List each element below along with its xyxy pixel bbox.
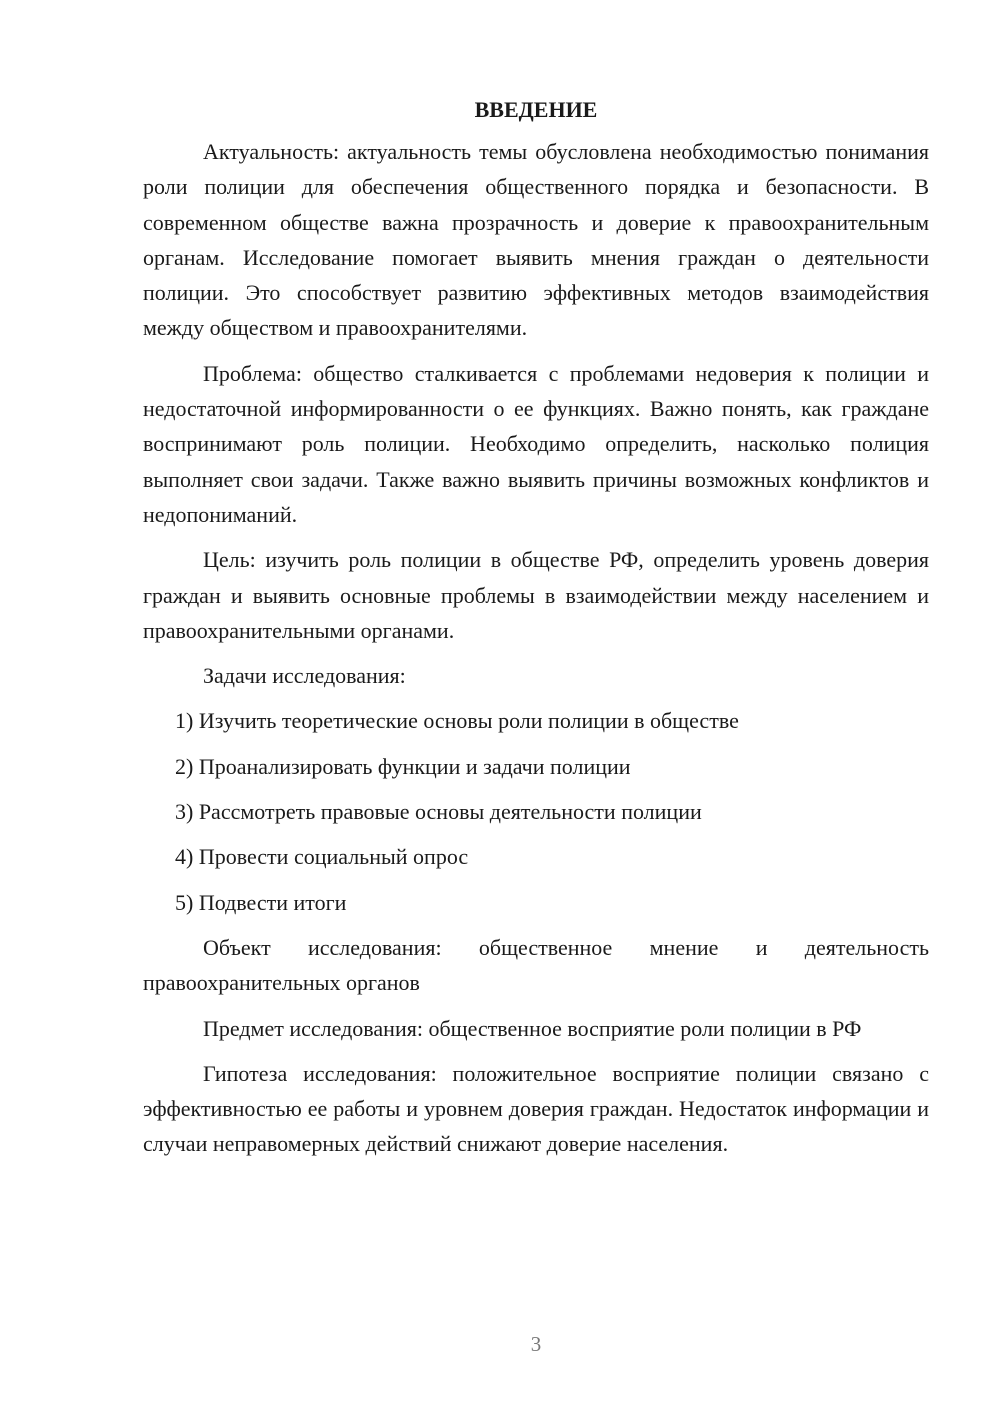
paragraph-object: Объект исследования: общественное мнение и деятельность правоохранительных органов xyxy=(143,934,929,996)
page-content xyxy=(143,92,929,1162)
paragraph-problem: Проблема: общество сталкивается с проблемами недоверия к полиции и недостаточной информированности о ее функциях. Важно понять, как граждане воспринимают роль полиции. Необходимо определить, насколько полиция выполняет свои задачи. Также важно выявить причины возможных конфликтов и недопониманий. xyxy=(143,360,929,527)
paragraph-hypothesis: Гипотеза исследования: положительное восприятие полиции связано с эффективностью ее работы и уровнем доверия граждан. Недостаток информации и случаи неправомерных действий снижают доверие населения. xyxy=(143,1060,929,1157)
tasks-list xyxy=(143,703,929,919)
paragraph-subject: Предмет исследования: общественное восприятие роли полиции в РФ xyxy=(203,1015,862,1041)
list-item: 4) Провести социальный опрос xyxy=(175,844,469,870)
list-item: 2) Проанализировать функции и задачи полиции xyxy=(175,753,631,779)
page-number: 3 xyxy=(530,1332,542,1356)
list-item: 5) Подвести итоги xyxy=(175,889,347,915)
list-item: 1) Изучить теоретические основы роли полиции в обществе xyxy=(175,708,739,734)
paragraph-goal: Цель: изучить роль полиции в обществе РФ, определить уровень доверия граждан и выявить основные проблемы в взаимодействии между населением и правоохранительными органами. xyxy=(143,547,929,643)
tasks-label: Задачи исследования: xyxy=(203,663,406,689)
list-item: 3) Рассмотреть правовые основы деятельности полиции xyxy=(175,799,702,825)
paragraph-relevance: Актуальность: актуальность темы обусловлена необходимостью понимания роли полиции для обеспечения общественного порядка и безопасности. В современном обществе важна прозрачность и доверие к правоохранительным органам. Исследование помогает выявить мнения граждан о деятельности полиции. Это способствует развитию эффективных методов взаимодействия между обществом и правоохранителями. xyxy=(143,139,929,341)
page-title: ВВЕДЕНИЕ xyxy=(474,97,598,122)
